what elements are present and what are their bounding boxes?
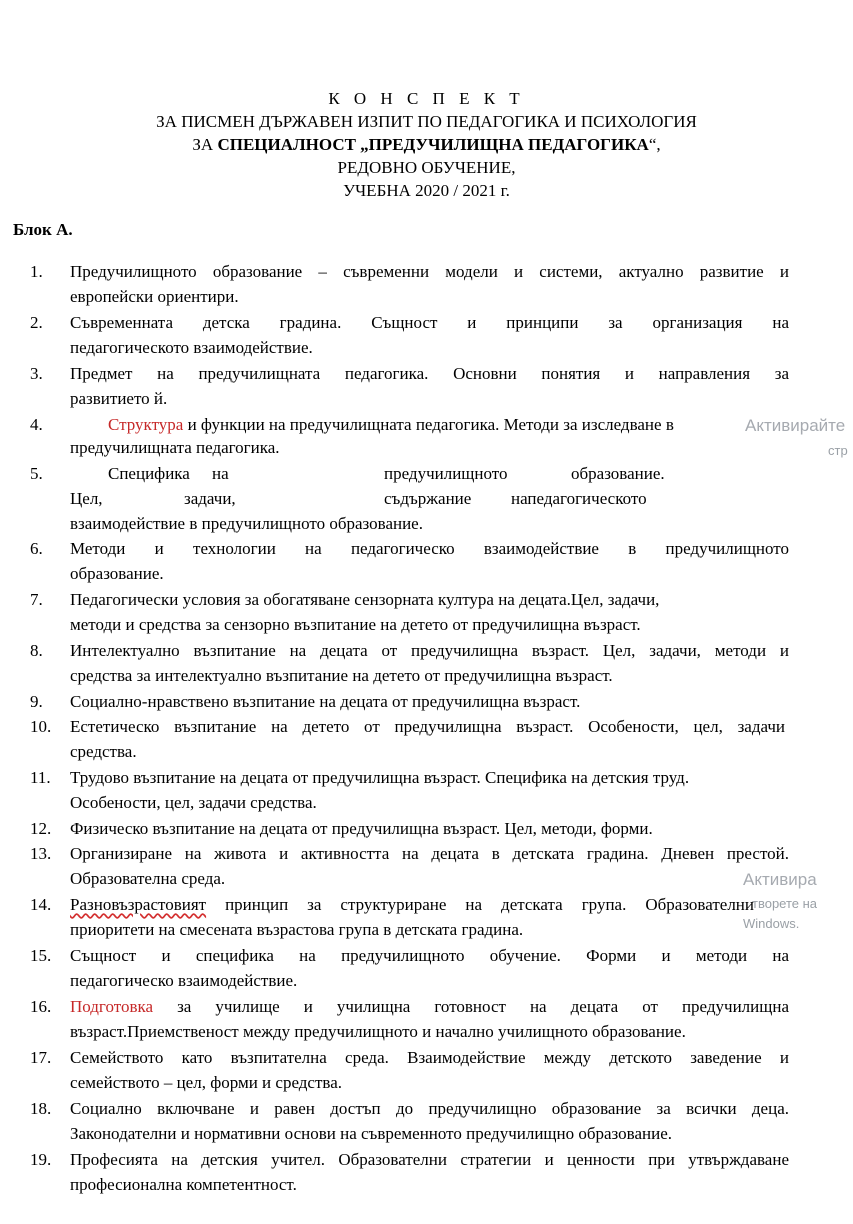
item-number: 7. <box>30 590 43 609</box>
item-number: 19. <box>30 1150 52 1169</box>
item-number: 12. <box>30 819 52 838</box>
item-text-cont: образование. <box>70 564 164 583</box>
item-number: 14. <box>30 895 52 914</box>
document-header <box>0 87 853 202</box>
item-text-cont: средства за интелектуално възпитание на детето от предучилищна възраст. <box>70 666 613 685</box>
specialty-name: СПЕЦИАЛНОСТ „ПРЕДУЧИЛИЩНА ПЕДАГОГИКА <box>217 135 649 154</box>
spellcheck-word: Разновъзрастовият <box>70 895 207 914</box>
item-text-cont: предучилищната педагогика. <box>70 438 280 457</box>
item-text: Подготовка за училище и училищна готовност на децата от предучилищна <box>70 997 789 1016</box>
item-text-cont: Образователна среда. <box>70 869 226 888</box>
item-number: 9. <box>30 692 43 711</box>
document-title: К О Н С П Е К Т <box>328 89 525 108</box>
item-number: 6. <box>30 539 43 558</box>
item-text-cont: развитието й. <box>70 389 168 408</box>
item-text-cont: семейството – цел, форми и средства. <box>70 1073 342 1092</box>
study-mode: РЕДОВНО ОБУЧЕНИЕ, <box>337 158 516 177</box>
item-text: Педагогически условия за обогатяване сензорната култура на децата.Цел, задачи, <box>70 590 660 609</box>
academic-year: УЧЕБНА 2020 / 2021 г. <box>343 181 510 200</box>
activation-watermark: Активира <box>743 870 817 889</box>
item-text: Трудово възпитание на децата от предучилищна възраст. Специфика на детския труд. <box>70 768 690 787</box>
item-text: Организиране на живота и активността на децата в детската градина. Дневен престой. <box>70 844 789 863</box>
item-text: Интелектуално възпитание на децата от предучилищна възраст. Цел, задачи, методи и <box>70 641 789 660</box>
item-text: Физическо възпитание на децата от предучилищна възраст. Цел, методи, форми. <box>70 819 653 838</box>
item-number: 17. <box>30 1048 52 1067</box>
item-text-cont: европейски ориентири. <box>70 287 239 306</box>
item-text-cont: методи и средства за сензорно възпитание на детето от предучилищна възраст. <box>70 615 641 634</box>
item-text: Предучилищното образование – съвременни модели и системи, актуално развитие и <box>70 262 789 281</box>
item-text-cont: професионална компетентност. <box>70 1175 297 1194</box>
item-number: 1. <box>30 262 43 281</box>
item-number: 16. <box>30 997 52 1016</box>
item-text: Социално включване и равен достъп до предучилищно образование за всички деца. <box>70 1099 789 1118</box>
item-number: 18. <box>30 1099 52 1118</box>
item-number: 10. <box>30 717 52 736</box>
item-number: 4. <box>30 415 43 434</box>
item-number: 2. <box>30 313 43 332</box>
block-title: Блок А. <box>13 220 73 239</box>
specialty-line: ЗА СПЕЦИАЛНОСТ „ПРЕДУЧИЛИЩНА ПЕДАГОГИКА“, <box>192 135 661 154</box>
item-text-cont: педагогическо взаимодействие. <box>70 971 298 990</box>
highlighted-word: Структура <box>108 415 184 434</box>
item-number: 11. <box>30 768 51 787</box>
item-text-cont: възраст.Приемственост между предучилищното и начално училищното образование. <box>70 1022 686 1041</box>
item-number: 5. <box>30 464 43 483</box>
activation-watermark-top: Активирайте <box>745 416 846 435</box>
item-text: Семейството като възпитателна среда. Взаимодействие между детското заведение и <box>70 1048 789 1067</box>
item-text-cont: средства. <box>70 742 137 761</box>
exam-title: ЗА ПИСМЕН ДЪРЖАВЕН ИЗПИТ ПО ПЕДАГОГИКА И ПСИХОЛОГИЯ <box>156 112 697 131</box>
item-text-cont: Особености, цел, задачи средства. <box>70 793 317 812</box>
item-text: Разновъзрастовият принцип за структуриране на детската група. Образователни <box>70 895 754 914</box>
item-text-cont: взаимодействие в предучилищното образование. <box>70 514 423 533</box>
item-text: Предмет на предучилищната педагогика. Основни понятия и направления за <box>70 364 789 383</box>
activation-watermark-sub2: Windows. <box>743 916 800 931</box>
item-text: Социално-нравствено възпитание на децата от предучилищна възраст. <box>70 692 581 711</box>
activation-watermark-top-sub: стр <box>828 443 848 458</box>
item-text-cont: приоритети на смесената възрастова група в детската градина. <box>70 920 524 939</box>
item-text: Професията на детския учител. Образователни стратегии и ценности при утвърждаване <box>70 1150 789 1169</box>
item-number: 13. <box>30 844 52 863</box>
item-number: 8. <box>30 641 43 660</box>
item-number: 3. <box>30 364 43 383</box>
item-text: Методи и технологии на педагогическо взаимодействие в предучилищното <box>70 539 789 558</box>
item-text: Съвременната детска градина. Същност и принципи за организация на <box>70 313 789 332</box>
item-text: Естетическо възпитание на детето от предучилищна възраст. Особености, цел, задачи <box>70 717 785 736</box>
activation-watermark-sub1: творете на <box>752 896 818 911</box>
item-text: Същност и специфика на предучилищното обучение. Форми и методи на <box>70 946 789 965</box>
highlighted-word: Подготовка <box>70 997 154 1016</box>
item-number: 15. <box>30 946 52 965</box>
item-text-cont: Законодателни и нормативни основи на съвременното предучилищно образование. <box>70 1124 673 1143</box>
item-text-cont: педагогическото взаимодействие. <box>70 338 313 357</box>
item-text: Структура и функции на предучилищната педагогика. Методи за изследване в <box>108 415 674 434</box>
